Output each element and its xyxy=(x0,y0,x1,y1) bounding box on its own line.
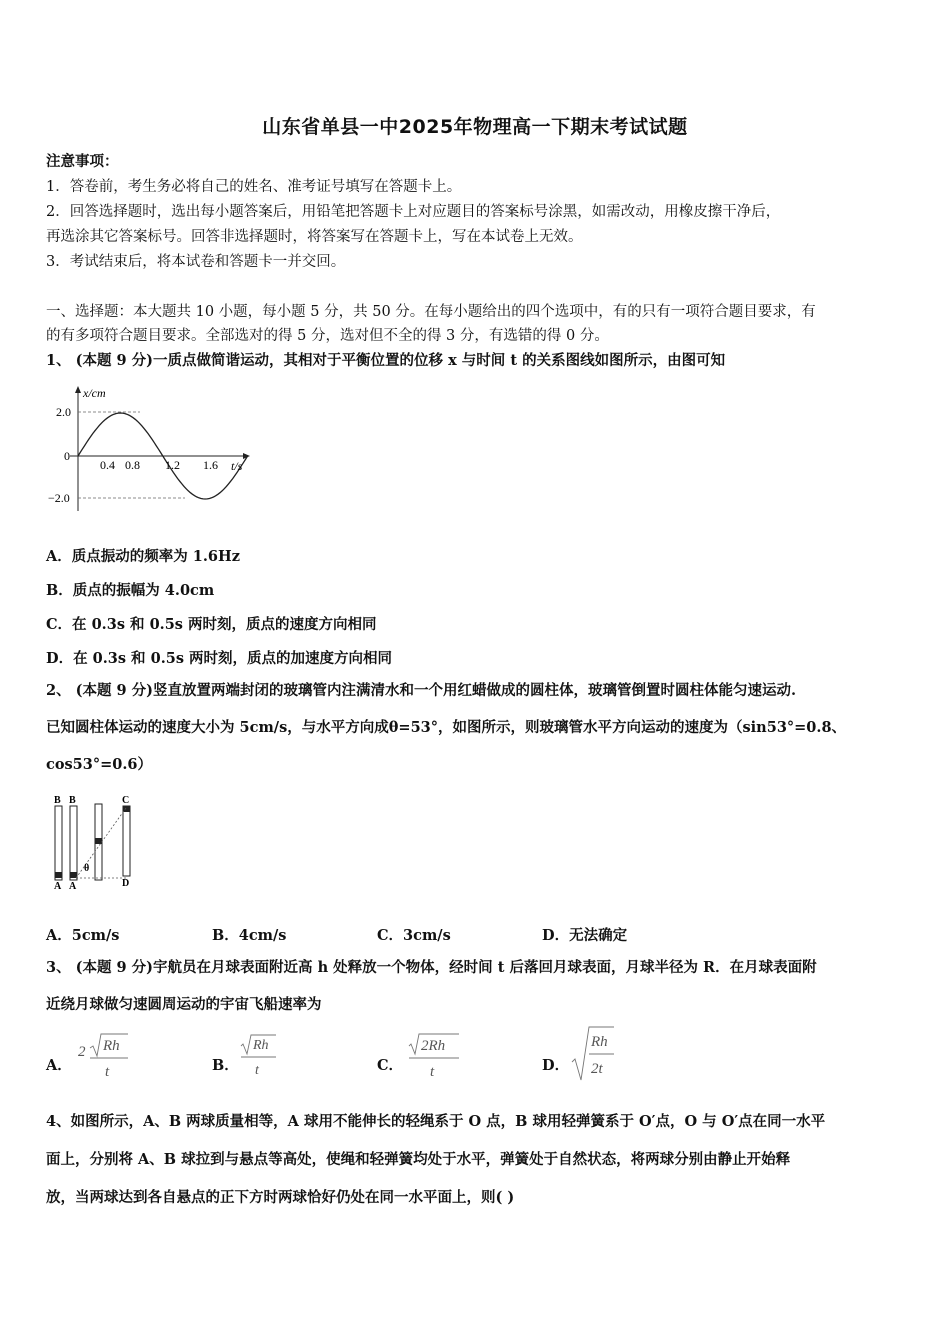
q3-stem-line1: 3、 (本题 9 分)宇航员在月球表面附近高 h 处释放一个物体，经时间 t 后落回月球表面，月球半径为 R．在月球表面附 xyxy=(46,959,817,976)
q1-option-b: B．质点的振幅为 4.0cm xyxy=(46,582,215,599)
page-title: 山东省单县一中2025年物理高一下期末考试试题 xyxy=(262,116,688,138)
x-tick-1.2: 1.2 xyxy=(165,458,180,472)
wax-cylinder-1 xyxy=(55,872,62,878)
q3-option-c-formula xyxy=(405,1030,465,1082)
q2-option-d: D．无法确定 xyxy=(542,927,628,944)
label-c: C xyxy=(122,795,130,806)
label-d: D xyxy=(122,878,130,889)
x-tick-0.8: 0.8 xyxy=(125,458,140,472)
q3-option-a-label: A． xyxy=(46,1057,72,1074)
notice-item-1: 1．答卷前，考生务必将自己的姓名、准考证号填写在答题卡上。 xyxy=(46,179,462,195)
q2-stem-line2: 已知圆柱体运动的速度大小为 5cm/s，与水平方向成θ=53°，如图所示，则玻璃管水平方向运动的速度为（sin53°=0.8、 xyxy=(46,719,847,736)
q2-stem-line1: 2、 (本题 9 分)竖直放置两端封闭的玻璃管内注满清水和一个用红蜡做成的圆柱体，玻璃管倒置时圆柱体能匀速运动. xyxy=(46,682,797,699)
label-b2: B xyxy=(69,795,76,806)
q2-stem-line3: cos53°=0.6） xyxy=(46,756,152,773)
q3-option-d-formula xyxy=(570,1024,620,1084)
label-theta: θ xyxy=(84,863,90,874)
notice-heading: 注意事项： xyxy=(46,153,119,170)
q3-option-b-label: B． xyxy=(212,1057,239,1074)
notice-item-2: 2．回答选择题时，选出每小题答案后，用铅笔把答题卡上对应题目的答案标号涂黑，如需改动，用橡皮擦干净后， xyxy=(46,204,781,220)
notice-item-3: 3．考试结束后，将本试卷和答题卡一并交回。 xyxy=(46,254,346,270)
numerator: Rh xyxy=(253,1038,269,1053)
y-axis-label: x/cm xyxy=(83,386,106,400)
y-axis-arrow xyxy=(75,386,81,393)
q2-option-b: B．4cm/s xyxy=(212,927,287,944)
q3-option-d-label: D． xyxy=(542,1057,570,1074)
denominator: t xyxy=(255,1063,259,1078)
wax-cylinder-3 xyxy=(95,838,102,844)
q2-option-a: A．5cm/s xyxy=(46,927,120,944)
label-a2: A xyxy=(69,881,77,892)
section-intro-line2: 的有多项符合题目要求。全部选对的得 5 分，选对但不全的得 3 分，有选错的得 0 分。 xyxy=(46,328,609,344)
q1-option-c: C．在 0.3s 和 0.5s 两时刻，质点的速度方向相同 xyxy=(46,616,377,633)
wax-cylinder-2 xyxy=(70,872,77,878)
denominator: 2t xyxy=(591,1061,603,1077)
notice-item-2-cont: 再选涂其它答案标号。回答非选择题时，将答案写在答题卡上，写在本试卷上无效。 xyxy=(46,229,583,245)
section-intro-line1: 一、选择题：本大题共 10 小题，每小题 5 分，共 50 分。在每小题给出的四个选项中，有的只有一项符合题目要求，有 xyxy=(46,304,816,320)
q3-option-b-formula xyxy=(238,1032,283,1082)
y-tick-max: 2.0 xyxy=(56,405,71,419)
numerator: 2Rh xyxy=(421,1038,446,1054)
q4-stem-line2: 面上，分别将 A、B 球拉到与悬点等高处，使绳和轻弹簧均处于水平，弹簧处于自然状态，将两球分别由静止开始释 xyxy=(46,1151,791,1168)
tube-4 xyxy=(123,806,130,876)
tube-2 xyxy=(70,806,77,880)
q4-stem-line1: 4、如图所示，A、B 两球质量相等，A 球用不能伸长的轻绳系于 O 点，B 球用轻弹簧系于 O′点，O 与 O′点在同一水平 xyxy=(46,1113,826,1130)
label-b1: B xyxy=(54,795,61,806)
x-tick-0.4: 0.4 xyxy=(100,458,115,472)
q2-glass-tube-figure xyxy=(48,792,143,892)
tube-1 xyxy=(55,806,62,880)
coef: 2 xyxy=(78,1044,86,1060)
label-a1: A xyxy=(54,881,62,892)
q1-option-d: D．在 0.3s 和 0.5s 两时刻，质点的加速度方向相同 xyxy=(46,650,393,667)
q1-option-a: A．质点振动的频率为 1.6Hz xyxy=(46,548,240,565)
y-tick-min: −2.0 xyxy=(48,491,70,505)
denominator: t xyxy=(105,1064,110,1080)
q3-option-a-formula xyxy=(76,1030,136,1082)
q2-option-c: C．3cm/s xyxy=(377,927,451,944)
q1-displacement-time-graph xyxy=(40,383,270,523)
q4-stem-line3: 放，当两球达到各自悬点的正下方时两球恰好仍处在同一水平面上，则( ) xyxy=(46,1189,515,1206)
denominator: t xyxy=(430,1064,435,1080)
numerator: Rh xyxy=(103,1038,120,1054)
wax-cylinder-4 xyxy=(123,806,130,812)
y-tick-zero: 0 xyxy=(64,449,70,463)
q3-stem-line2: 近绕月球做匀速圆周运动的宇宙飞船速率为 xyxy=(46,996,322,1013)
q3-option-c-label: C． xyxy=(377,1057,404,1074)
x-tick-1.6: 1.6 xyxy=(203,458,218,472)
x-axis-label: t/s xyxy=(231,459,243,473)
numerator: Rh xyxy=(591,1034,608,1050)
q1-stem: 1、 (本题 9 分)一质点做简谐运动，其相对于平衡位置的位移 x 与时间 t 的关系图线如图所示，由图可知 xyxy=(46,352,726,369)
